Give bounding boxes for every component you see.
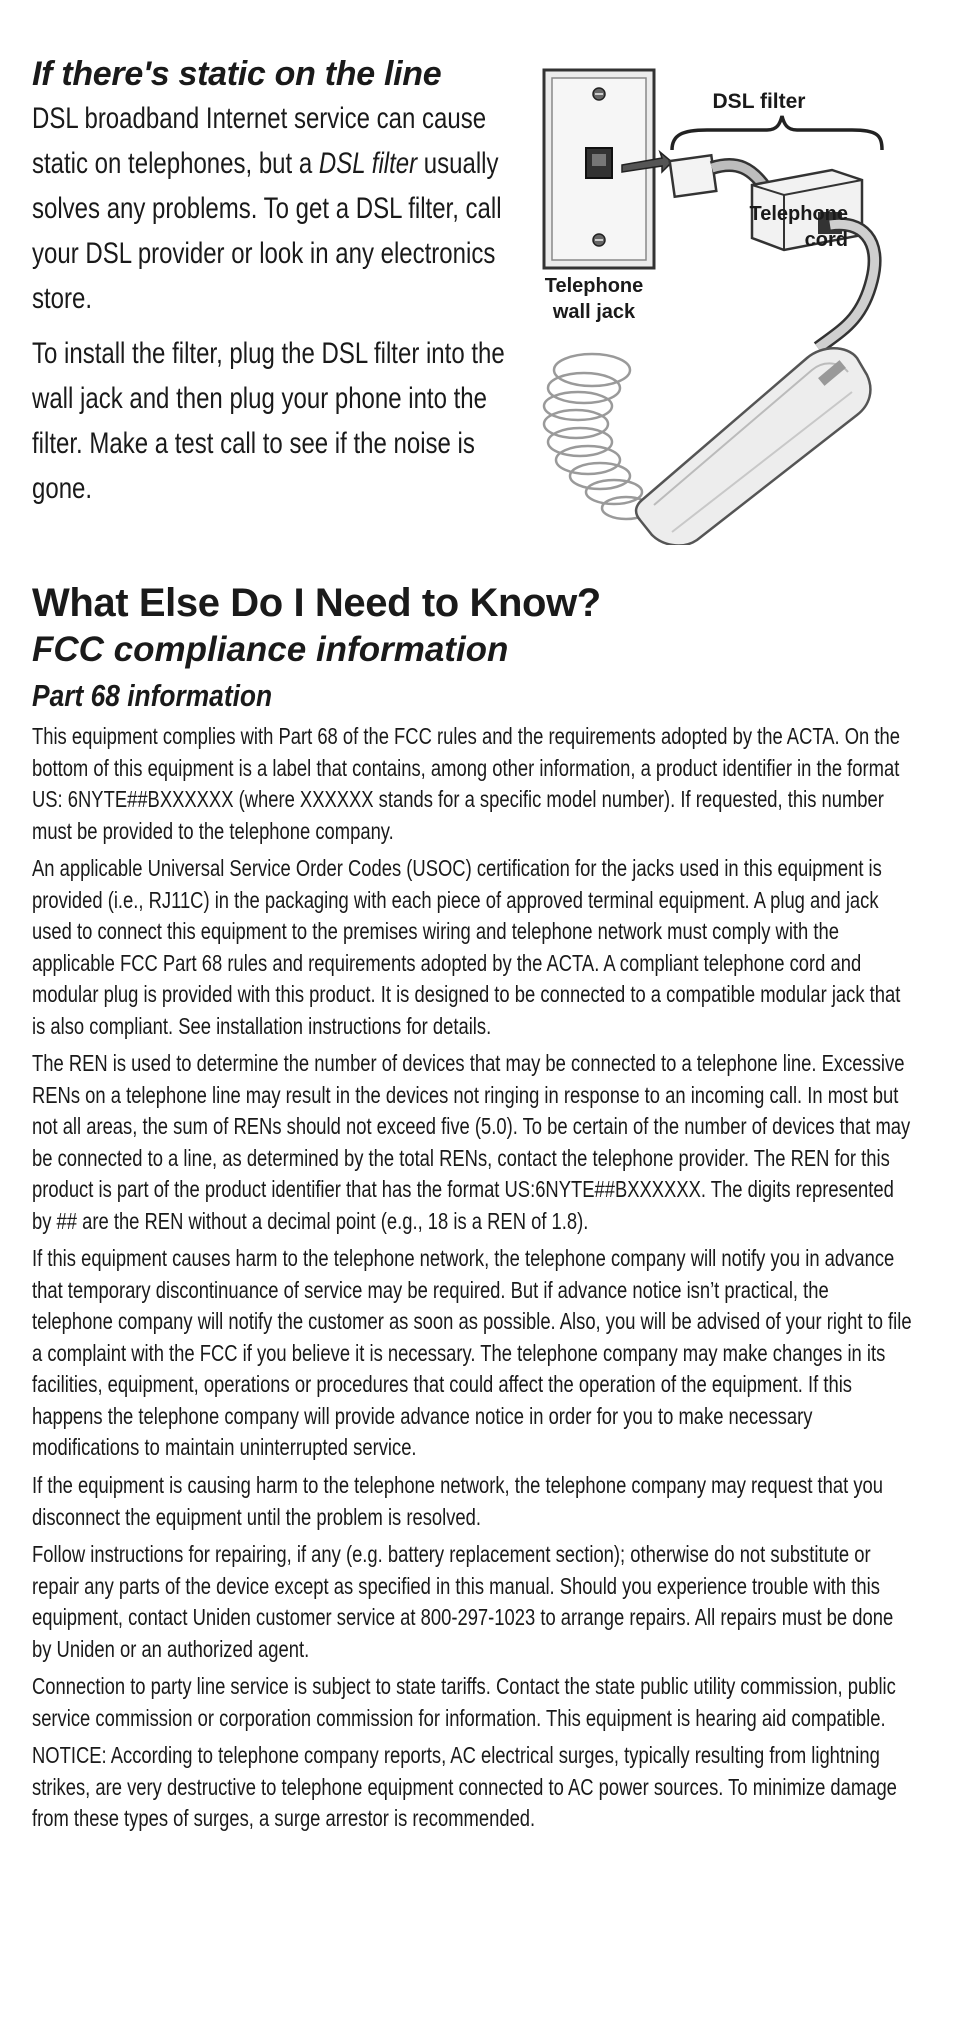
paragraph-wrapper [32,1740,912,1841]
main-heading: What Else Do I Need to Know? [32,581,601,625]
fcc-body [32,721,912,1841]
dsl-filter-illustration [522,40,922,545]
paragraph-wrapper [32,1048,912,1243]
part68-subheading: Part 68 information [32,678,273,713]
paragraph-wrapper [32,1539,912,1671]
paragraph-6: Follow instructions for repairing, if any (e.g. battery replacement section); otherwise do not substitute or repair any parts of the device except as specified in this manual. Should you experience trouble with this equipment, contact Uniden customer service at 800-297-1023 to arrange repairs. All repairs must be done by Uniden or an authorized agent. [32,1541,894,1662]
paragraph-8: NOTICE: According to telephone company reports, AC electrical surges, typically resulting from lightning strikes, are very destructive to telephone equipment connected to AC power sources. To minimize damage from these types of surges, a surge arrestor is recommended. [32,1742,897,1831]
fcc-subheading: FCC compliance information [32,630,509,669]
paragraph-4: If this equipment causes harm to the telephone network, the telephone company will notify you in advance that temporary discontinuance of service may be required. But if advance notice isn’t practical, the telephone company will notify the customer as soon as possible. Also, you will be advised of your right to file a complaint with the FCC if you believe it is necessary. The telephone company may make changes in its facilities, equipment, operations or procedures that could affect the operation of the equipment. If this happens the telephone company will provide advance notice in order for you to make necessary modifications to maintain uninterrupted service. [32,1245,912,1460]
paragraph-wrapper [32,721,912,853]
label-telephone-cord-line1: Telephone [749,203,848,225]
paragraph-1: This equipment complies with Part 68 of the FCC rules and the requirements adopted by the ACTA. On the bottom of this equipment is a label that contains, among other information, a product identifier in the format US: 6NYTE##BXXXXXX (where XXXXXX stands for a specific model number). If requested, this number must be provided to the telephone company. [32,723,900,844]
paragraph-wrapper [32,1470,912,1539]
label-dsl-filter: DSL filter [712,90,806,113]
static-paragraph-2: To install the filter, plug the DSL filter into the wall jack and then plug your phone into the filter. Make a test call to see if the noise is gone. [32,337,505,505]
brace-icon [672,116,882,150]
static-paragraph-1-part2: usually solves any problems. To get a DSL filter, call your DSL provider or look in any electronics store. [32,147,502,315]
handset-coiled-cord [544,354,650,519]
paragraph-2: An applicable Universal Service Order Codes (USOC) certification for the jacks used in this equipment is provided (i.e., RJ11C) in the packaging with each piece of approved terminal equipment. A plug and jack used to connect this equipment to the premises wiring and telephone network must comply with the applicable FCC Part 68 rules and requirements adopted by the ACTA. A compliant telephone cord and modular plug is provided with this product. It is designed to be connected to a compatible modular jack that is also compliant. See installation instructions for details. [32,855,901,1039]
paragraph-wrapper [32,1243,912,1470]
static-text-column [32,54,532,521]
page [32,40,912,1841]
static-paragraph-1-part1: DSL broadband Internet service can cause static on telephones, but a [32,102,487,180]
paragraph-7: Connection to party line service is subject to state tariffs. Contact the state public utility commission, public service commission or corporation commission for information. This equipment is hearing aid compatible. [32,1673,896,1731]
paragraph-3: The REN is used to determine the number of devices that may be connected to a telephone line. Excessive RENs on a telephone line may result in the devices not ringing in response to an incoming call. In most but not all areas, the sum of RENs should not exceed five (5.0). To be certain of the number of devices that may be connected to a line, as determined by the total RENs, contact the telephone provider. The REN for this product is part of the product identifier that has the format US:6NYTE##BXXXXXX. The digits represented by ## are the REN without a decimal point (e.g., 18 is a REN of 1.8). [32,1050,911,1234]
static-heading: If there's static on the line [32,55,442,93]
label-telephone-cord-line2: cord [804,229,848,251]
paragraph-wrapper [32,1671,912,1740]
paragraph-5: If the equipment is causing harm to the telephone network, the telephone company may request that you disconnect the equipment until the problem is resolved. [32,1472,884,1530]
static-paragraph-1 [32,96,532,321]
label-wall-jack-line1: Telephone [544,275,644,297]
label-wall-jack-line2: wall jack [552,301,636,323]
paragraph-wrapper [32,853,912,1048]
static-paragraph-1-emphasis: DSL filter [318,147,418,180]
telephone-handset [636,348,870,545]
static-section [32,40,912,545]
